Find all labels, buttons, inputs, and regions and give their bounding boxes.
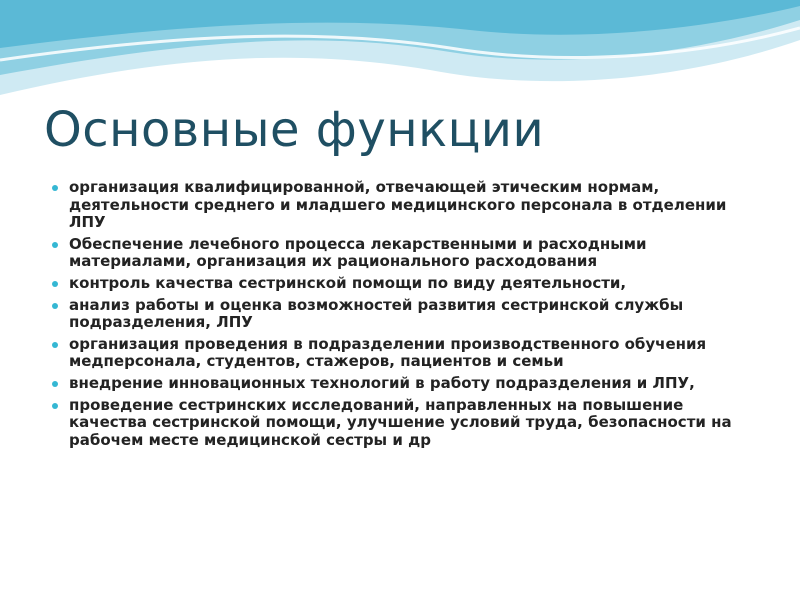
bullet-item (52, 275, 752, 293)
bullet-text: контроль качества сестринской помощи по виду деятельности, (69, 273, 627, 292)
bullet-dot-icon (52, 281, 58, 287)
bullet-dot-icon (52, 381, 58, 387)
bullet-text: анализ работы и оценка возможностей развития сестринской службы подразделения, ЛПУ (69, 295, 684, 332)
bullet-dot-icon (52, 242, 58, 248)
bullet-item (52, 236, 752, 271)
bullet-item (52, 297, 752, 332)
bullet-dot-icon (52, 342, 58, 348)
bullet-list (52, 179, 752, 453)
bullet-dot-icon (52, 303, 58, 309)
bullet-item (52, 179, 752, 232)
bullet-text: Обеспечение лечебного процесса лекарственными и расходными материалами, организация их рационального расходования (69, 234, 647, 271)
bullet-item (52, 397, 752, 450)
bullet-text: организация квалифицированной, отвечающей этическим нормам, деятельности среднего и младшего медицинского персонала в отделении ЛПУ (69, 178, 727, 232)
bullet-dot-icon (52, 185, 58, 191)
bullet-item (52, 375, 752, 393)
header-wave-decoration (0, 0, 800, 110)
slide-title: Основные функции (44, 102, 545, 158)
bullet-text: организация проведения в подразделении производственного обучения медперсонала, студентов, стажеров, пациентов и семьи (69, 334, 707, 371)
bullet-text: проведение сестринских исследований, направленных на повышение качества сестринской помощи, улучшение условий труда, безопасности на рабочем месте медицинской сестры и др (69, 395, 732, 449)
bullet-text: внедрение инновационных технологий в работу подразделения и ЛПУ, (69, 373, 695, 392)
bullet-item (52, 336, 752, 371)
bullet-dot-icon (52, 403, 58, 409)
